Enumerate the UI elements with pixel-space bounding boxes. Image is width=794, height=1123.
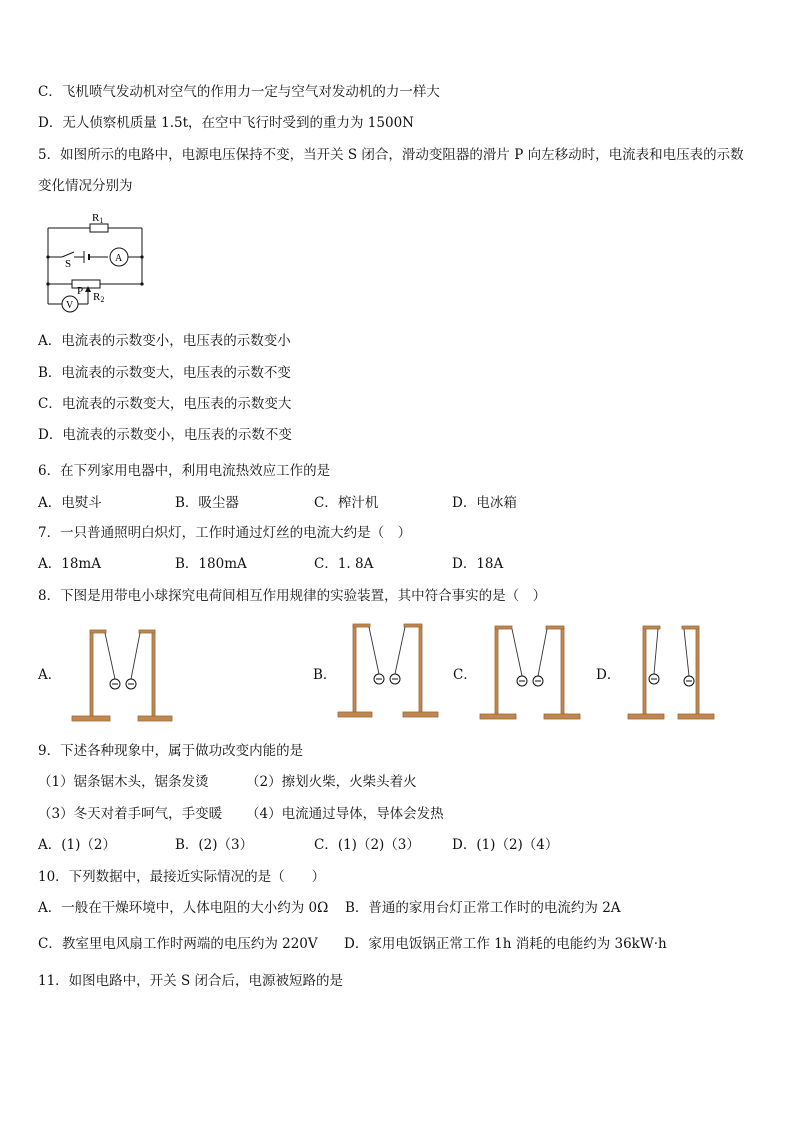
q6-option-c: C．榨汁机 bbox=[314, 495, 379, 511]
q6-option-a: A．电熨斗 bbox=[38, 495, 102, 511]
question-6: 6．在下列家用电器中，利用电流热效应工作的是 bbox=[38, 463, 331, 479]
question-7: 7．一只普通照明白炽灯，工作时通过灯丝的电流大约是（ ） bbox=[38, 525, 412, 541]
circuit-diagram bbox=[40, 208, 150, 318]
q8-label-c: C． bbox=[453, 667, 477, 683]
q9-statement-3: （3）冬天对着手呵气，手变暖 bbox=[38, 806, 223, 822]
q7-option-a: A．18mA bbox=[38, 556, 101, 572]
question-11: 11．如图电路中，开关 S 闭合后，电源被短路的是 bbox=[38, 973, 344, 989]
q10-option-a: A．一般在干燥环境中，人体电阻的大小约为 0Ω bbox=[38, 900, 329, 916]
q9-option-c: C．(1)（2)（3） bbox=[314, 837, 420, 853]
q10-option-b: B．普通的家用台灯正常工作时的电流约为 2A bbox=[345, 900, 621, 916]
svg-text:V: V bbox=[66, 300, 74, 311]
q9-option-d: D．(1)（2)（4） bbox=[452, 837, 559, 853]
q9-statement-2: （2）擦划火柴，火柴头着火 bbox=[246, 774, 417, 790]
svg-text:S: S bbox=[65, 258, 72, 270]
question-10: 10．下列数据中，最接近实际情况的是（ ） bbox=[38, 869, 326, 885]
q6-option-d: D．电冰箱 bbox=[452, 495, 517, 511]
q5-option-a: A．电流表的示数变小，电压表的示数变小 bbox=[38, 333, 291, 349]
q10-option-d: D．家用电饭锅正常工作 1h 消耗的电能约为 36kW·h bbox=[344, 936, 667, 952]
question-9: 9．下述各种现象中，属于做功改变内能的是 bbox=[38, 743, 304, 759]
q9-statement-1: （1）锯条锯木头，锯条发烫 bbox=[38, 774, 209, 790]
svg-text:A: A bbox=[115, 253, 123, 264]
q7-option-b: B．180mA bbox=[175, 556, 247, 572]
q5-option-b: B．电流表的示数变大，电压表的示数不变 bbox=[38, 365, 291, 381]
svg-text:R1: R1 bbox=[92, 212, 104, 225]
q8-figure-c bbox=[478, 624, 584, 722]
q8-label-a: A． bbox=[38, 667, 62, 683]
q5-option-c: C．电流表的示数变大，电压表的示数变大 bbox=[38, 396, 292, 412]
q10-option-c: C．教室里电风扇工作时两端的电压约为 220V bbox=[38, 936, 318, 952]
q9-option-b: B．(2)（3） bbox=[175, 837, 254, 853]
q8-figure-a bbox=[70, 628, 176, 724]
q7-option-c: C．1. 8A bbox=[314, 556, 374, 572]
q8-figure-d bbox=[626, 624, 716, 722]
q9-statement-4: （4）电流通过导体，导体会发热 bbox=[246, 806, 444, 822]
option-d-previous: D．无人侦察机质量 1.5t，在空中飞行时受到的重力为 1500N bbox=[38, 115, 414, 131]
q8-label-d: D． bbox=[596, 667, 621, 683]
svg-text:R2: R2 bbox=[93, 291, 105, 304]
resistor-r1 bbox=[90, 224, 108, 232]
svg-text:P: P bbox=[77, 285, 84, 297]
question-8: 8．下图是用带电小球探究电荷间相互作用规律的实验装置，其中符合事实的是（ ） bbox=[38, 588, 547, 604]
q8-label-b: B． bbox=[313, 667, 337, 683]
question-5-line-1: 5．如图所示的电路中，电源电压保持不变，当开关 S 闭合，滑动变阻器的滑片 P 向左移动时，电流表和电压表的示数 bbox=[38, 147, 744, 163]
q5-option-d: D．电流表的示数变小，电压表的示数不变 bbox=[38, 427, 292, 443]
q9-option-a: A．(1)（2） bbox=[38, 837, 116, 853]
q8-figure-b bbox=[336, 622, 442, 720]
q7-option-d: D．18A bbox=[452, 556, 504, 572]
question-5-line-2: 变化情况分别为 bbox=[38, 178, 133, 194]
q6-option-b: B．吸尘器 bbox=[175, 495, 239, 511]
option-c-previous: C．飞机喷气发动机对空气的作用力一定与空气对发动机的力一样大 bbox=[38, 84, 440, 100]
